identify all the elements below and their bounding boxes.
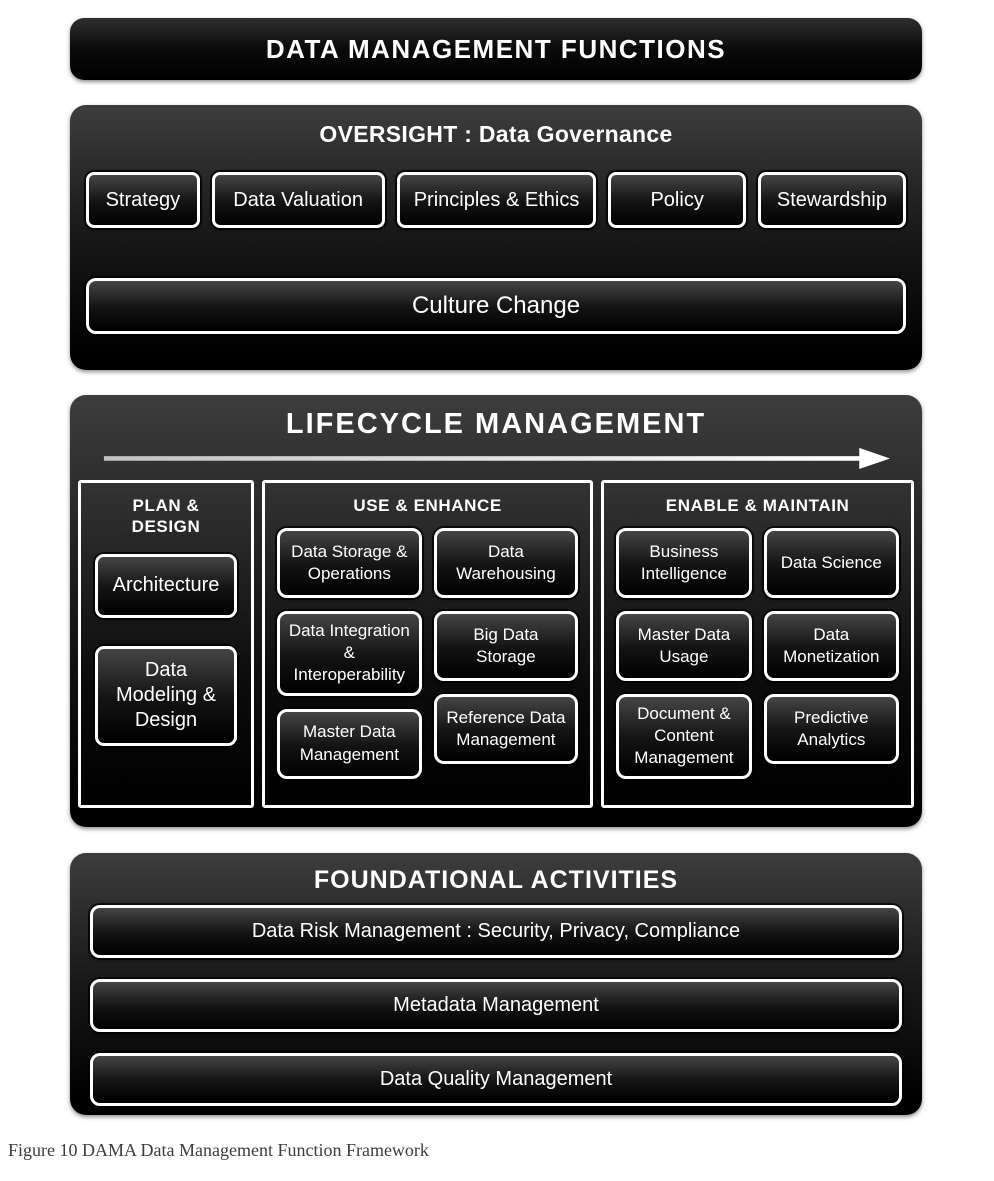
box-master-data-management: Master Data Management xyxy=(277,709,422,779)
oversight-box-row xyxy=(86,172,906,228)
oversight-box-policy: Policy xyxy=(608,172,745,228)
column-enable-maintain-header xyxy=(604,483,911,516)
right-arrow-icon xyxy=(102,447,890,469)
box-architecture: Architecture xyxy=(95,554,237,618)
box-business-intelligence: Business Intelligence xyxy=(616,528,751,598)
oversight-title: OVERSIGHT : Data Governance xyxy=(319,121,673,147)
oversight-box-strategy: Strategy xyxy=(86,172,200,228)
oversight-box-principles-ethics: Principles & Ethics xyxy=(397,172,597,228)
oversight-box-data-valuation: Data Valuation xyxy=(212,172,385,228)
box-reference-data-management: Reference Data Management xyxy=(434,694,579,764)
use-enhance-left-column xyxy=(277,528,422,778)
column-use-enhance xyxy=(262,480,593,808)
column-plan-design-header xyxy=(81,483,251,538)
box-document-content-management: Document & Content Management xyxy=(616,694,751,778)
title-bar xyxy=(70,18,922,80)
bar-metadata-management: Metadata Management xyxy=(90,979,902,1032)
lifecycle-title: LIFECYCLE MANAGEMENT xyxy=(285,408,707,440)
lifecycle-columns xyxy=(78,480,914,808)
diagram-stack xyxy=(70,18,922,1115)
box-master-data-usage: Master Data Usage xyxy=(616,611,751,681)
figure-caption: Figure 10 DAMA Data Management Function Framework xyxy=(8,1140,429,1160)
bar-data-risk-management: Data Risk Management : Security, Privacy, Compliance xyxy=(90,905,902,958)
box-big-data-storage: Big Data Storage xyxy=(434,611,579,681)
box-data-integration-interoperability: Data Integration & Interoperability xyxy=(277,611,422,695)
column-enable-maintain xyxy=(601,480,914,808)
oversight-box-stewardship: Stewardship xyxy=(758,172,906,228)
column-plan-design-header-label: PLAN & DESIGN xyxy=(131,496,201,537)
box-data-warehousing: Data Warehousing xyxy=(434,528,579,598)
foundational-section xyxy=(70,853,922,1115)
box-data-storage-operations: Data Storage & Operations xyxy=(277,528,422,598)
bar-data-quality-management: Data Quality Management xyxy=(90,1053,902,1106)
oversight-section xyxy=(70,105,922,370)
plan-design-boxes xyxy=(81,538,251,746)
box-data-science: Data Science xyxy=(764,528,899,598)
column-use-enhance-header xyxy=(265,483,590,516)
box-predictive-analytics: Predictive Analytics xyxy=(764,694,899,764)
column-plan-design xyxy=(78,480,254,808)
column-use-enhance-header-label: USE & ENHANCE xyxy=(353,496,502,515)
lifecycle-section xyxy=(70,395,922,827)
use-enhance-right-column xyxy=(434,528,579,764)
culture-change-box: Culture Change xyxy=(86,278,906,334)
column-enable-maintain-header-label: ENABLE & MAINTAIN xyxy=(665,496,850,515)
box-data-monetization: Data Monetization xyxy=(764,611,899,681)
enable-maintain-right-column xyxy=(764,528,899,764)
foundational-title: FOUNDATIONAL ACTIVITIES xyxy=(313,866,679,894)
box-data-modeling-design: Data Modeling & Design xyxy=(95,646,237,746)
enable-maintain-boxes xyxy=(604,516,911,778)
enable-maintain-left-column xyxy=(616,528,751,778)
title-bar-label: DATA MANAGEMENT FUNCTIONS xyxy=(265,33,727,64)
use-enhance-boxes xyxy=(265,516,590,778)
